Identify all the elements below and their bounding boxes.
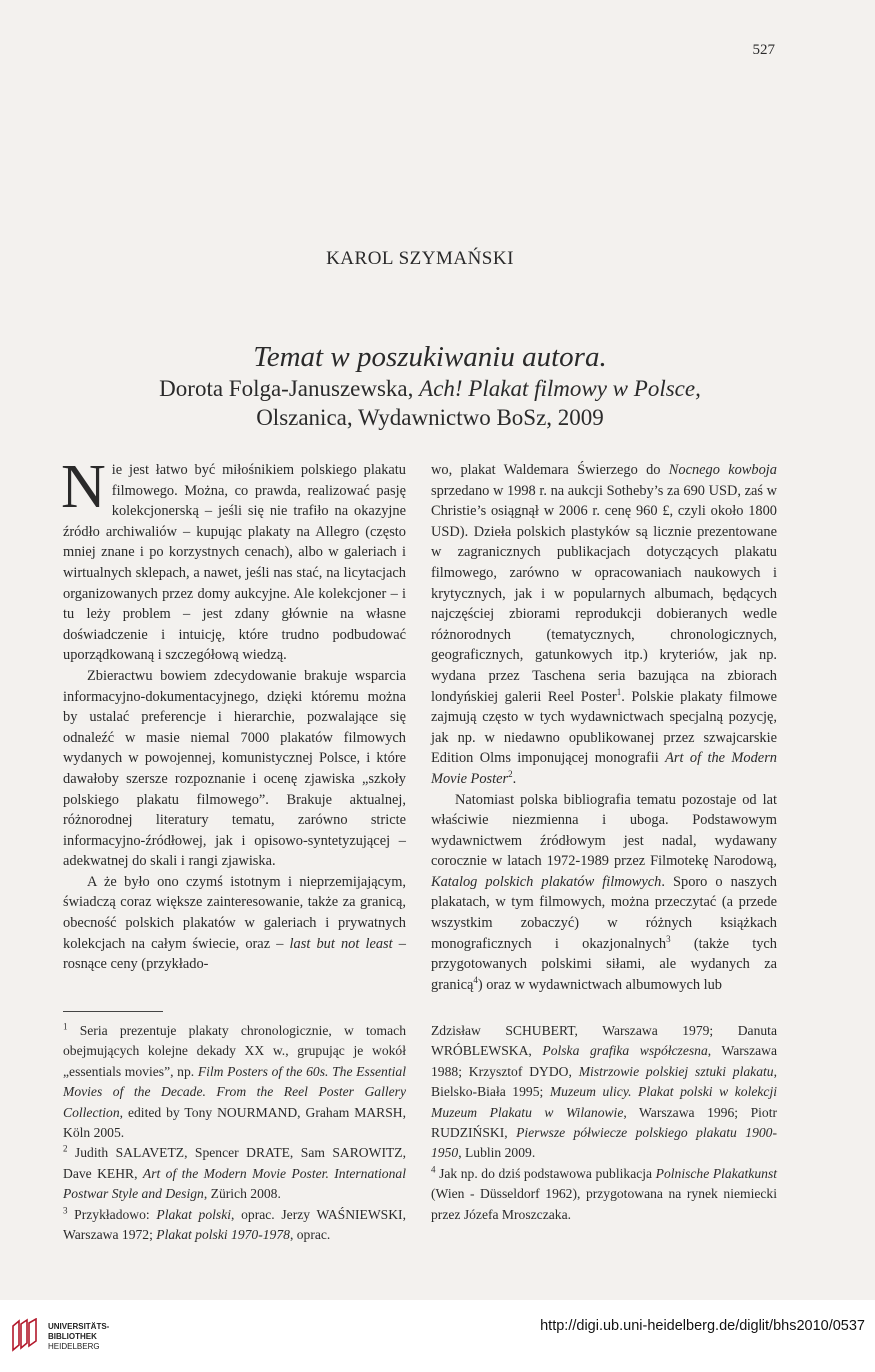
- digitization-footer: [0, 1300, 875, 1372]
- footnote-4-number: 4: [431, 1164, 436, 1175]
- fn3c-text-e: , Lublin 2009.: [458, 1145, 536, 1161]
- book-author: Dorota Folga-Januszewska,: [159, 376, 420, 401]
- right-column: [431, 460, 777, 995]
- fn3c-text-b: , Warszawa 1988; Krzysztof DYDO,: [431, 1043, 777, 1079]
- rc-text-b: sprzedano w 1998 r. na aukcji Sotheby’s za 690 USD, zaś w Christie’s osiągnął w 2006 r. cenę 960 £, czyli około 1800 USD). Dzieła polskich plastyków są licznie prezentowane w zagranicznych publikacjach dotyczących plakatu filmowego, zarówno w opracowaniach naukowych i krytycznych, jak i w popularnych albumach, będących najczęściej zbiorami reprodukcji dobieranych wedle różnorodnych (tematycznych, chronologicznych, geograficznych, gatunkowych itp.) kryteriów, jak np. wydana przez Taschena seria bazująca na zbiorach londyńskiej galerii Reel Poster: [431, 482, 777, 705]
- footnote-ref-2[interactable]: 2: [508, 769, 513, 780]
- footnote-1-text-a: Seria prezentuje plakaty chronologicznie, w tomach obejmujących kolejne dekady XX w., grupując je wokół „essentials movies”, np.: [63, 1023, 406, 1079]
- paragraph-3-text-b: – rosnące ceny (przykłado-: [63, 935, 406, 973]
- footnote-1: [63, 1021, 406, 1143]
- footnotes-right: [431, 1021, 777, 1225]
- footnote-4-em: Polnische Plakatkunst: [655, 1165, 778, 1181]
- rc-text-c: . Polskie plakaty filmowe zajmują często w tych wydawnictwach specjalną pozycję, jak np. w niedawno opublikowanej przez szwajcarskie Edition Olms imponującej monografii: [431, 688, 777, 767]
- rc-em-1: Nocnego kowboja: [668, 462, 777, 478]
- title-block: [60, 340, 800, 432]
- footnote-2-text-b: , Zürich 2008.: [203, 1186, 281, 1202]
- footnote-3-text-a: Przykładowo:: [67, 1206, 157, 1222]
- footnote-3-continued: [431, 1021, 777, 1164]
- left-column: [61, 453, 406, 975]
- library-name: [48, 1322, 109, 1352]
- footnote-4-text-a: Jak np. do dziś podstawowa publikacja: [435, 1165, 656, 1181]
- fn3c-em-1: Polska grafika współczesna: [542, 1043, 708, 1059]
- rc-text-d: .: [512, 770, 517, 787]
- fn3c-em-3: Muzeum ulicy. Plakat polski w kolekcji Muzeum Plakatu w Wilanowie: [431, 1084, 777, 1120]
- paragraph-3-em: last but not least: [289, 935, 393, 952]
- footnote-4: [431, 1164, 777, 1225]
- footnote-2-number: 2: [63, 1143, 68, 1154]
- reviewed-book: [60, 374, 800, 403]
- footnote-3-text-c: , oprac.: [289, 1227, 331, 1243]
- page-number: 527: [752, 42, 775, 58]
- rc-text-a: wo, plakat Waldemara Świerzego do: [431, 462, 669, 478]
- paragraph-3: [63, 872, 406, 975]
- footnote-1-em: Film Posters of the 60s. The Essential Movies of the Decade. From the Reel Poster Gallery Collection: [63, 1063, 406, 1120]
- footnote-ref-3[interactable]: 3: [666, 933, 671, 944]
- paragraph-2: Zbieractwu bowiem zdecydowanie brakuje wsparcia informacyjno-dokumentacyjnego, dzięki któremu można by ustalać preferencje i hierarchie, pozwalające się odnaleźć w masie niemal 7000 plakatów filmowych wydanych w powojennej, komunistycznej Polsce, i które dawałoby szersze rozpoznanie i ocenę zjawiska „szkoły polskiego plakatu filmowego”. Brakuje aktualnej, różnorodnej literatury tematu, zarówno stricte informacyjno-źródłowej, jak i opisowo-syntetyzującej – adekwatnej do skali i rangi zjawiska.: [63, 667, 406, 870]
- footnote-3-number: 3: [63, 1205, 68, 1216]
- footnote-ref-1[interactable]: 1: [616, 686, 622, 697]
- fn3c-text-a: Zdzisław SCHUBERT, Warszawa 1979; Danuta WRÓBLEWSKA,: [431, 1023, 777, 1059]
- footnotes-left: [63, 1021, 406, 1245]
- footnote-4-text-b: (Wien - Düsseldorf 1962), przygotowana na rynek niemiecki przez Józefa Mroszczaka.: [431, 1186, 777, 1222]
- article-author: KAROL SZYMAŃSKI: [326, 248, 514, 269]
- paragraph-3-continued: [431, 460, 777, 790]
- article-title: Temat w poszukiwaniu autora.: [253, 341, 607, 373]
- footnote-divider: [63, 1011, 163, 1012]
- book-publisher: Olszanica, Wydawnictwo BoSz, 2009: [256, 405, 604, 430]
- permalink-url[interactable]: http://digi.ub.uni-heidelberg.de/diglit/bhs2010/0537: [540, 1318, 865, 1334]
- paragraph-1: [61, 453, 406, 666]
- p4-text-b: . Sporo o naszych plakatach, w tym filmowych, można przeczytać (a przede wszystkim zobaczyć) w różnych książkach monograficznych i okazjonalnych: [431, 873, 777, 952]
- p4-text-a: Natomiast polska bibliografia tematu pozostaje od lat właściwie niezmienna i uboga. Podstawowym wydawnictwem źródłowym jest nadal, wydawany corocznie w latach 1972-1989 przez Filmotekę Narodową,: [431, 791, 777, 870]
- footnote-2-em: Art of the Modern Movie Poster. International Postwar Style and Design: [63, 1165, 406, 1202]
- paragraph-3-text-a: A że było ono czymś istotnym i nieprzemijającym, świadczą coraz większe zainteresowanie, także za granicą, obecność polskich plakatów w galeriach i prywatnych kolekcjach na całym świecie, oraz –: [63, 873, 406, 952]
- footnote-3: [63, 1205, 406, 1246]
- library-logo[interactable]: [10, 1318, 150, 1358]
- footnote-3-text-b: , oprac. Jerzy WAŚNIEWSKI, Warszawa 1972;: [63, 1206, 406, 1243]
- heidelberg-library-logo-icon: [10, 1318, 40, 1352]
- footnote-ref-4[interactable]: 4: [473, 975, 478, 986]
- footnote-1-text-b: , edited by Tony NOURMAND, Graham MARSH, Köln 2005.: [63, 1104, 406, 1141]
- footnote-2: [63, 1143, 406, 1204]
- fn3c-em-2: Mistrzowie polskiej sztuki plakatu: [578, 1063, 774, 1079]
- footnote-1-number: 1: [63, 1021, 68, 1032]
- p4-em: Katalog polskich plakatów filmowych: [431, 873, 662, 890]
- p4-text-c: (także tych przygotowanych polskimi siłami, ale wydanych za granicą: [431, 935, 777, 993]
- footnote-3-em-1: Plakat polski: [156, 1206, 232, 1222]
- logo-line-1: UNIVERSITÄTS-: [48, 1322, 110, 1331]
- rc-em-2: Art of the Modern Movie Poster: [431, 750, 777, 787]
- drop-cap: N: [61, 453, 106, 521]
- fn3c-text-d: , Warszawa 1996; Piotr RUDZIŃSKI,: [431, 1104, 778, 1141]
- book-title: Ach! Plakat filmowy w Polsce,: [419, 376, 701, 401]
- fn3c-text-c: , Bielsko-Biała 1995;: [431, 1063, 777, 1100]
- p4-text-d: ) oraz w wydawnictwach albumowych lub: [477, 976, 723, 993]
- paragraph-4: [431, 790, 777, 996]
- logo-line-3: HEIDELBERG: [48, 1342, 100, 1351]
- footnote-3-em-2: Plakat polski 1970-1978: [156, 1227, 290, 1243]
- logo-line-2: BIBLIOTHEK: [48, 1332, 97, 1341]
- footnote-2-text-a: Judith SALAVETZ, Spencer DRATE, Sam SAROWITZ, Dave KEHR,: [63, 1145, 406, 1181]
- paragraph-1-text: ie jest łatwo być miłośnikiem polskiego plakatu filmowego. Można, co prawda, realizować pasję kolekcjonerską – jeśli się nie trafiło na okazyjne źródło archiwaliów – kupując plakaty na Allegro (często mniej znane i po korzystnych cenach), albo w galeriach i wirtualnych sklepach, a nawet, jeśli nas stać, na licytacjach organizowanych przez domy aukcyjne. Ale kolekcjoner – i tu leży problem – jest zdany głównie na własne doświadczenie i intuicję, które trudno podbudować uporządkowaną i szczegółową wiedzą.: [63, 462, 406, 664]
- fn3c-em-4: Pierwsze półwiecze polskiego plakatu 1900-1950: [431, 1125, 777, 1161]
